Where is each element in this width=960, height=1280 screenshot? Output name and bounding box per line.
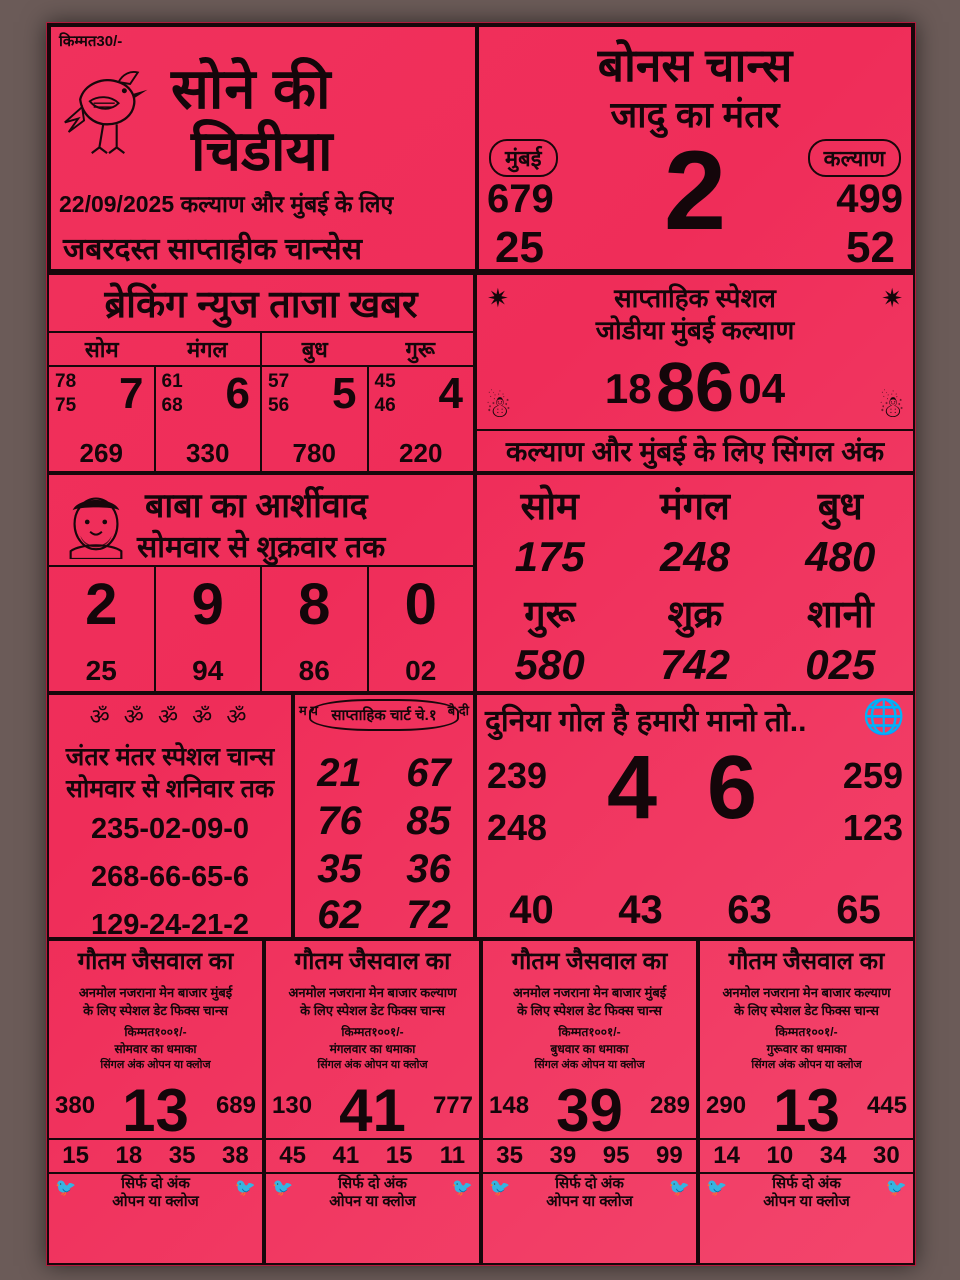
advert-four-value: 35: [496, 1142, 523, 1170]
advert-note: सिंगल अंक ओपन या क्लोज: [317, 1059, 428, 1072]
advert-title: गौतम जैसवाल का: [728, 948, 885, 975]
weekly-line-2: जोडीया मुंबई कल्याण: [595, 315, 795, 345]
advert-day: मंगलवार का धमाका: [329, 1042, 416, 1057]
masthead-title-line2: चिडीया: [191, 119, 333, 182]
cell-big: 7: [119, 369, 144, 418]
advert-card-3: [481, 939, 698, 1265]
dateline: 22/09/2025 कल्याण और मुंबई के लिए: [59, 191, 394, 217]
masthead: [49, 25, 477, 271]
weekday-cell-1: [49, 367, 156, 471]
single-value-buddh: 480: [805, 533, 876, 580]
advert-footer-line-1: सिर्फ दो अंक: [772, 1175, 841, 1193]
chart-side-left: म य: [299, 703, 318, 718]
advert-note: सिंगल अंक ओपन या क्लोज: [751, 1059, 862, 1072]
advert-footer: [49, 1172, 262, 1213]
weekly-center-big: 86: [656, 348, 734, 426]
chart-value: 62: [317, 893, 362, 937]
weekday-label-guru: गुरू: [405, 337, 435, 362]
duniya-left-top: 239: [487, 755, 548, 796]
bird-icon: 🐦: [55, 1178, 77, 1198]
chart-value: 67: [406, 751, 451, 795]
baba-cell-small: 86: [298, 655, 330, 686]
baba-cell: [369, 567, 474, 691]
jantar-line-2: 268-66-65-6: [91, 861, 249, 893]
chart-pair-row: [295, 893, 473, 938]
advert-day: बुधवार का धमाका: [550, 1042, 629, 1057]
advert-left-number: 290: [706, 1092, 747, 1120]
bird-icon: 🐦: [451, 1178, 473, 1198]
duniya-bottom-value: 40: [509, 888, 554, 932]
cell-big: 5: [332, 369, 357, 418]
weekday-cell-4: [369, 367, 474, 471]
chart-value: 85: [406, 799, 451, 843]
weekly-line-1: साप्ताहिक स्पेशल: [614, 283, 776, 313]
advert-right-number: 689: [215, 1092, 256, 1120]
weekly-left-small: 18: [604, 365, 652, 412]
advert-left-number: 380: [55, 1092, 96, 1120]
advert-footer-line-2: ओपन या क्लोज: [763, 1193, 850, 1211]
cell-small-b: 68: [161, 395, 183, 416]
weekday-block-2: [262, 333, 473, 471]
jantar-band: [47, 693, 915, 939]
weekly-chart-panel: [293, 693, 475, 939]
cell-small-b: 75: [55, 395, 77, 416]
baba-cell-big: 8: [298, 572, 331, 637]
weekday-block-1: [49, 333, 262, 471]
bird-icon: 🐦: [272, 1178, 294, 1198]
bonus-heading-2: जादु का मंतर: [610, 94, 780, 135]
advert-left-number: 148: [489, 1092, 530, 1120]
advert-four-value: 99: [656, 1142, 683, 1170]
advert-card-4: [698, 939, 915, 1265]
advert-title: गौतम जैसवाल का: [77, 948, 234, 975]
figure-icon: ☃: [878, 391, 905, 424]
jantar-mantar-panel: [47, 693, 293, 939]
figure-icon: ☃: [485, 391, 512, 424]
globe-icon: 🌐: [862, 698, 905, 736]
baba-panel: [47, 473, 475, 693]
advert-four-value: 11: [439, 1142, 466, 1170]
advert-card-1: [47, 939, 264, 1265]
duniya-bottom-value: 63: [727, 888, 772, 932]
chart-value: 35: [317, 847, 362, 891]
price-label: किम्मत30/-: [59, 33, 123, 50]
newspaper-sheet: [46, 22, 916, 1266]
advert-center-number: 13: [773, 1077, 840, 1145]
breaking-news-heading: ब्रेकिंग न्युज ताजा खबर: [49, 275, 473, 333]
single-label-shani: शानी: [807, 594, 874, 636]
cell-bottom: 780: [292, 438, 336, 468]
cell-big: 6: [225, 369, 250, 418]
single-label-som: सोम: [520, 486, 579, 528]
chart-value: 36: [406, 847, 451, 891]
weekday-table: [49, 333, 473, 471]
cell-small-a: 78: [55, 371, 77, 392]
baba-cell-big: 2: [85, 572, 118, 637]
advert-price: किम्मत१००१/-: [341, 1025, 404, 1040]
baba-cell-big: 9: [191, 572, 224, 637]
advert-line-1: अनमोल नजराना मेन बाजार कल्याण: [288, 985, 457, 1000]
chart-pair-row: [295, 847, 473, 892]
advert-four-value: 34: [819, 1142, 847, 1170]
chart-side-right: बे दी: [447, 703, 469, 718]
advert-center-number: 41: [339, 1077, 406, 1145]
advert-footer-line-2: ओपन या क्लोज: [112, 1193, 199, 1211]
advert-four-value: 39: [549, 1142, 577, 1170]
bonus-left-bottom: 25: [495, 223, 544, 272]
weekly-numbers: [477, 347, 913, 427]
duniya-heading: दुनिया गोल है हमारी मानो तो..: [485, 705, 807, 738]
advert-footer-line-2: ओपन या क्लोज: [546, 1193, 633, 1211]
bird-icon: 🐦: [234, 1178, 256, 1198]
baba-cells: [49, 567, 473, 691]
advert-footer-line-1: सिर्फ दो अंक: [338, 1175, 407, 1193]
weekday-cell-3: [262, 367, 369, 471]
advert-four-value: 35: [168, 1142, 196, 1170]
jantar-title-1: जंतर मंतर स्पेशल चान्स: [65, 743, 275, 771]
advert-footer-line-1: सिर्फ दो अंक: [121, 1175, 190, 1193]
baba-cell: [156, 567, 263, 691]
masthead-title-line1: सोने की: [171, 57, 332, 120]
advert-four-value: 30: [873, 1142, 900, 1170]
bird-icon: 🐦: [489, 1178, 511, 1198]
duniya-mid-right: 6: [707, 738, 758, 838]
baba-band: [47, 473, 915, 693]
breaking-news-panel: [47, 273, 475, 473]
advert-four-value: 10: [766, 1142, 794, 1170]
duniya-bottom-value: 43: [618, 888, 663, 932]
advert-number-row: [700, 1076, 913, 1145]
weekday-label-som: सोम: [84, 337, 119, 362]
advert-right-number: 445: [866, 1092, 907, 1120]
advert-line-2: के लिए स्पेशल डेट फिक्स चान्स: [83, 1002, 228, 1018]
duniya-panel: [475, 693, 915, 939]
advert-footer: [266, 1172, 479, 1213]
chart-value: 21: [317, 751, 362, 795]
baba-header: [49, 475, 473, 567]
cell-bottom: 269: [79, 438, 123, 468]
single-value-shani: 025: [805, 641, 876, 688]
advert-right-number: 289: [649, 1092, 690, 1120]
advert-footer: [700, 1172, 913, 1213]
advert-line-1: अनमोल नजराना मेन बाजार मुंबई: [512, 985, 667, 1000]
sun-icon: ✷: [881, 283, 903, 313]
bird-icon: 🐦: [706, 1178, 728, 1198]
advert-card-2: [264, 939, 481, 1265]
advert-four-value: 41: [332, 1142, 360, 1170]
market-pill-kalyan: कल्याण: [808, 139, 901, 177]
cell-bottom: 220: [399, 438, 443, 468]
duniya-bottom-row: [477, 888, 913, 933]
advert-title: गौतम जैसवाल का: [511, 948, 668, 975]
cell-small-a: 57: [268, 371, 290, 392]
advert-four-value: 14: [713, 1142, 740, 1170]
single-label-mangal: मंगल: [660, 486, 730, 528]
single-value-mangal: 248: [659, 533, 731, 580]
duniya-right-top: 259: [842, 755, 903, 796]
single-label-shukra: शुक्र: [667, 594, 723, 636]
advert-line-2: के लिए स्पेशल डेट फिक्स चान्स: [517, 1002, 662, 1018]
cell-small-a: 61: [161, 371, 183, 392]
advert-price: किम्मत१००१/-: [558, 1025, 621, 1040]
sub-headline: जबरदस्त साप्ताहीक चान्सेस: [63, 233, 362, 266]
baba-cell-small: 02: [405, 655, 437, 686]
bonus-right-bottom: 52: [846, 223, 895, 272]
advert-day: गुरूवार का धमाका: [766, 1042, 847, 1057]
baba-cell-small: 94: [192, 655, 224, 686]
baba-cell-big: 0: [404, 572, 437, 637]
cell-small-b: 46: [374, 395, 396, 416]
bonus-heading-1: बोनस चान्स: [597, 39, 793, 91]
duniya-right-bottom: 123: [842, 807, 903, 848]
advert-center-number: 13: [122, 1077, 189, 1145]
advert-four-value: 15: [62, 1142, 89, 1170]
bonus-chance-panel: [477, 25, 913, 271]
advert-footer-line-2: ओपन या क्लोज: [329, 1193, 416, 1211]
duniya-mid-left: 4: [607, 738, 658, 838]
advert-note: सिंगल अंक ओपन या क्लोज: [100, 1059, 211, 1072]
weekday-cell-2: [156, 367, 261, 471]
advert-footer: [483, 1172, 696, 1213]
jantar-line-3: 129-24-21-2: [91, 909, 249, 941]
advert-four-value: 18: [115, 1142, 143, 1170]
bonus-left-top: 679: [487, 177, 554, 221]
advert-title: गौतम जैसवाल का: [294, 948, 451, 975]
header-band: [47, 23, 915, 273]
single-label-guru: गुरू: [524, 594, 576, 636]
advert-price: किम्मत१००१/-: [775, 1025, 838, 1040]
bird-icon: 🐦: [885, 1178, 907, 1198]
advert-line-1: अनमोल नजराना मेन बाजार कल्याण: [722, 985, 891, 1000]
cell-small-b: 56: [268, 395, 290, 416]
weekly-footer: कल्याण और मुंबई के लिए सिंगल अंक: [477, 429, 913, 471]
breaking-news-band: [47, 273, 915, 473]
weekly-right-small: 04: [738, 365, 786, 412]
advert-four-value: 95: [602, 1142, 630, 1170]
advert-left-number: 130: [272, 1092, 313, 1120]
advert-band: [47, 939, 915, 1265]
weekday-label-mangal: मंगल: [187, 337, 228, 362]
sai-baba-icon: [57, 481, 135, 559]
advert-right-number: 777: [432, 1092, 473, 1120]
baba-heading: बाबा का आर्शीवाद: [145, 487, 368, 525]
advert-number-row: [483, 1076, 696, 1145]
single-ank-panel: [475, 473, 915, 693]
bonus-center-number: 2: [663, 128, 727, 253]
duniya-left-bottom: 248: [487, 807, 548, 848]
jantar-line-1: 235-02-09-0: [91, 813, 249, 845]
bird-icon: 🐦: [668, 1178, 690, 1198]
om-icon: ॐ ॐ ॐ ॐ ॐ: [89, 704, 251, 729]
chart-badge: साप्ताहिक चार्ट चे.१: [309, 699, 459, 731]
weekly-special-panel: [475, 273, 915, 473]
single-label-buddh: बुध: [817, 486, 863, 528]
advert-note: सिंगल अंक ओपन या क्लोज: [534, 1059, 645, 1072]
duniya-bottom-value: 65: [836, 888, 881, 932]
sun-icon: ✷: [487, 283, 509, 313]
advert-number-row: [49, 1076, 262, 1145]
baba-subheading: सोमवार से शुक्रवार तक: [137, 531, 386, 564]
advert-four-value: 45: [279, 1142, 306, 1170]
jantar-title-2: सोमवार से शनिवार तक: [65, 775, 275, 803]
advert-four-value: 38: [222, 1142, 249, 1170]
cell-bottom: 330: [186, 438, 230, 468]
advert-number-row: [266, 1076, 479, 1145]
advert-footer-line-1: सिर्फ दो अंक: [555, 1175, 624, 1193]
bonus-right-top: 499: [836, 177, 903, 221]
cell-small-a: 45: [374, 371, 396, 392]
advert-line-2: के लिए स्पेशल डेट फिक्स चान्स: [734, 1002, 879, 1018]
chart-value: 72: [406, 893, 451, 937]
baba-cell-small: 25: [85, 655, 117, 686]
baba-cell: [262, 567, 369, 691]
advert-center-number: 39: [556, 1077, 623, 1145]
single-value-shukra: 742: [659, 641, 731, 688]
market-pill-mumbai: मुंबई: [489, 139, 558, 177]
single-value-som: 175: [514, 533, 585, 580]
advert-line-1: अनमोल नजराना मेन बाजार मुंबई: [78, 985, 233, 1000]
advert-price: किम्मत१००१/-: [124, 1025, 187, 1040]
chart-value: 76: [317, 799, 362, 843]
chart-pair-row: [295, 751, 473, 796]
bird-icon: [61, 53, 157, 163]
advert-four-value: 15: [385, 1142, 413, 1170]
advert-line-2: के लिए स्पेशल डेट फिक्स चान्स: [300, 1002, 445, 1018]
single-value-guru: 580: [514, 641, 585, 688]
chart-pair-row: [295, 799, 473, 844]
advert-day: सोमवार का धमाका: [114, 1042, 197, 1057]
cell-big: 4: [438, 369, 463, 418]
weekday-label-buddh: बुध: [301, 337, 328, 362]
baba-cell: [49, 567, 156, 691]
